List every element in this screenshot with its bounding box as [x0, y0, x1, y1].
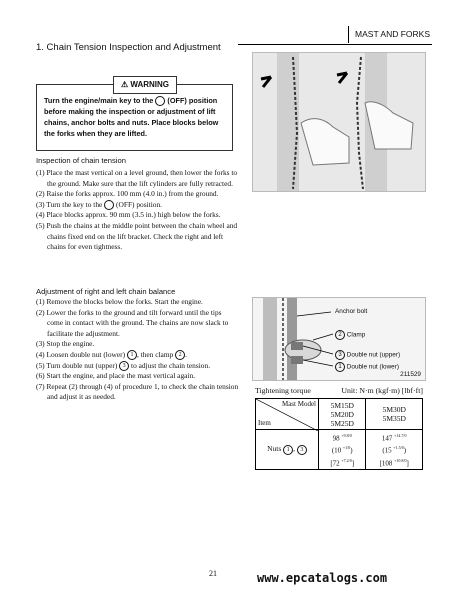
value-line — [368, 456, 420, 468]
warning-badge — [113, 76, 177, 94]
list-item — [36, 200, 239, 211]
clamp-text: Clamp — [346, 331, 366, 339]
value: (10 — [331, 446, 342, 455]
double-nut-upper-text: Double nut (upper) — [346, 351, 401, 359]
torque-table — [255, 398, 423, 470]
tolerance: +10.8/0 — [394, 457, 407, 463]
table-row — [256, 430, 423, 470]
table-row — [256, 399, 423, 430]
list-item: (4) Loosen double nut (lower) 1 , then clamp 2 . — [36, 349, 187, 359]
list-item: (7) Repeat (2) through (4) of procedure 1, to check the chain tension and adjust it as needed. — [36, 381, 239, 402]
step-text: (3) Turn the key to the — [36, 199, 103, 209]
watermark[interactable]: www.epcatalogs.com — [257, 571, 388, 585]
warning-triangle-icon: ⚠ — [120, 80, 129, 89]
page-number: 21 — [209, 569, 217, 578]
model-name: 5M15D — [330, 400, 354, 410]
circled-number: 3 — [119, 361, 129, 371]
value: 98 — [332, 434, 340, 443]
section-tab: MAST AND FORKS — [348, 26, 432, 43]
torque-unit: Unit: N·m (kgf·m) [lbf·ft] — [341, 386, 423, 395]
list-item: (2) Raise the forks approx. 100 mm (4.0 in.) from the ground. — [36, 189, 219, 199]
tolerance: +1/0 — [342, 445, 351, 451]
model-cell-a — [319, 399, 366, 430]
step-text: (5) Turn double nut (upper) — [36, 360, 118, 370]
chain-push-illustration — [253, 53, 425, 191]
header-cell — [256, 399, 319, 430]
tolerance: +14.7/0 — [394, 433, 407, 438]
col-mast-model: Mast Model — [281, 400, 316, 408]
model-name: 5M35D — [382, 414, 406, 423]
circled-number: 1 — [335, 362, 345, 372]
chain-push-photo — [252, 52, 426, 192]
tolerance: +9.8/0 — [341, 433, 352, 438]
step-text: (OFF) position. — [116, 199, 163, 209]
inspection-heading: Inspection of chain tension — [36, 156, 126, 165]
list-item — [36, 361, 239, 372]
warning-label: WARNING — [130, 80, 170, 89]
circled-number: 1 — [127, 350, 137, 360]
warning-box — [36, 80, 233, 151]
tolerance: +7.2/0 — [341, 457, 352, 463]
adjustment-steps — [36, 297, 239, 403]
value: ) — [350, 446, 353, 455]
inspection-steps — [36, 168, 239, 253]
row-label-cell — [256, 430, 319, 470]
model-cell-b — [366, 399, 423, 430]
list-item: (4) Place blocks approx. 90 mm (3.5 in.) high below the forks. — [36, 210, 221, 220]
model-name: 5M30D — [382, 405, 406, 414]
double-nut-lower-label — [335, 362, 399, 372]
circled-number: 1 — [283, 445, 293, 455]
adjustment-heading: Adjustment of right and left chain balance — [36, 287, 176, 296]
tolerance: +1.5/0 — [393, 445, 404, 451]
list-item: (2) Lower the forks to the ground and tilt forward until the tips come in contact with the ground. The chains are now slack to facilitate the adjustment. — [36, 307, 229, 338]
list-item: (6) Start the engine, and place the mast vertical again. — [36, 371, 196, 381]
double-nut-upper-label — [335, 350, 400, 360]
row-separator: , — [293, 444, 296, 454]
value: [72 — [330, 458, 340, 467]
value: [108 — [379, 458, 393, 467]
value-line — [321, 431, 363, 443]
value: (15 — [382, 446, 392, 455]
warning-text — [44, 95, 228, 139]
step-text: to adjust the chain tension. — [131, 360, 211, 370]
step-text: (4) Loosen double nut (lower) — [36, 349, 126, 359]
anchor-bolt-label: Anchor bolt — [335, 308, 368, 315]
value: 147 — [381, 434, 393, 443]
circled-number: 2 — [175, 350, 185, 360]
torque-title: Tightening torque — [255, 386, 311, 395]
anchor-bolt-diagram — [252, 297, 426, 381]
value-cell-a — [319, 430, 366, 470]
value: ] — [351, 458, 355, 467]
list-item: (1) Place the mast vertical on a level ground, then lower the forks to the ground. Make sure that the lift cylinders are fully retracted. — [36, 168, 238, 188]
value-cell-b — [366, 430, 423, 470]
double-nut-lower-text: Double nut (lower) — [346, 363, 399, 371]
circled-number: 3 — [297, 445, 307, 455]
step-text: , then clamp — [136, 349, 174, 359]
value-line — [321, 456, 363, 468]
list-item: (1) Remove the blocks below the forks. Start the engine. — [36, 297, 203, 306]
col-item: Item — [258, 419, 271, 427]
circled-number: 2 — [335, 330, 345, 340]
model-name: 5M25D — [330, 418, 354, 428]
torque-heading — [255, 386, 423, 395]
value-line — [368, 443, 420, 455]
page-header — [238, 26, 432, 45]
warning-text-part1: Turn the engine/main key to the — [44, 96, 154, 105]
off-position-icon — [104, 200, 114, 210]
section-title: 1. Chain Tension Inspection and Adjustment — [36, 42, 221, 53]
row-label: Nuts — [267, 444, 282, 454]
list-item: (5) Push the chains at the middle point between the chain wheel and chains fixed end on the lift bracket. Check the right and left chains for even tightness. — [36, 220, 238, 252]
model-name: 5M20D — [330, 409, 354, 419]
value-line — [321, 443, 363, 455]
value-line — [368, 431, 420, 443]
figure-number: 211529 — [400, 371, 421, 378]
circled-number: 3 — [335, 350, 345, 360]
list-item: (3) Stop the engine. — [36, 339, 95, 349]
clamp-label — [335, 330, 365, 340]
value: ] — [406, 458, 409, 467]
value: ) — [403, 446, 407, 455]
off-position-icon — [155, 96, 165, 106]
warning-text-part2: (OFF) position before making the inspection or adjustment of lift chains, anchor bolts and nuts. Place blocks below the forks when they are lifted. — [44, 96, 219, 139]
